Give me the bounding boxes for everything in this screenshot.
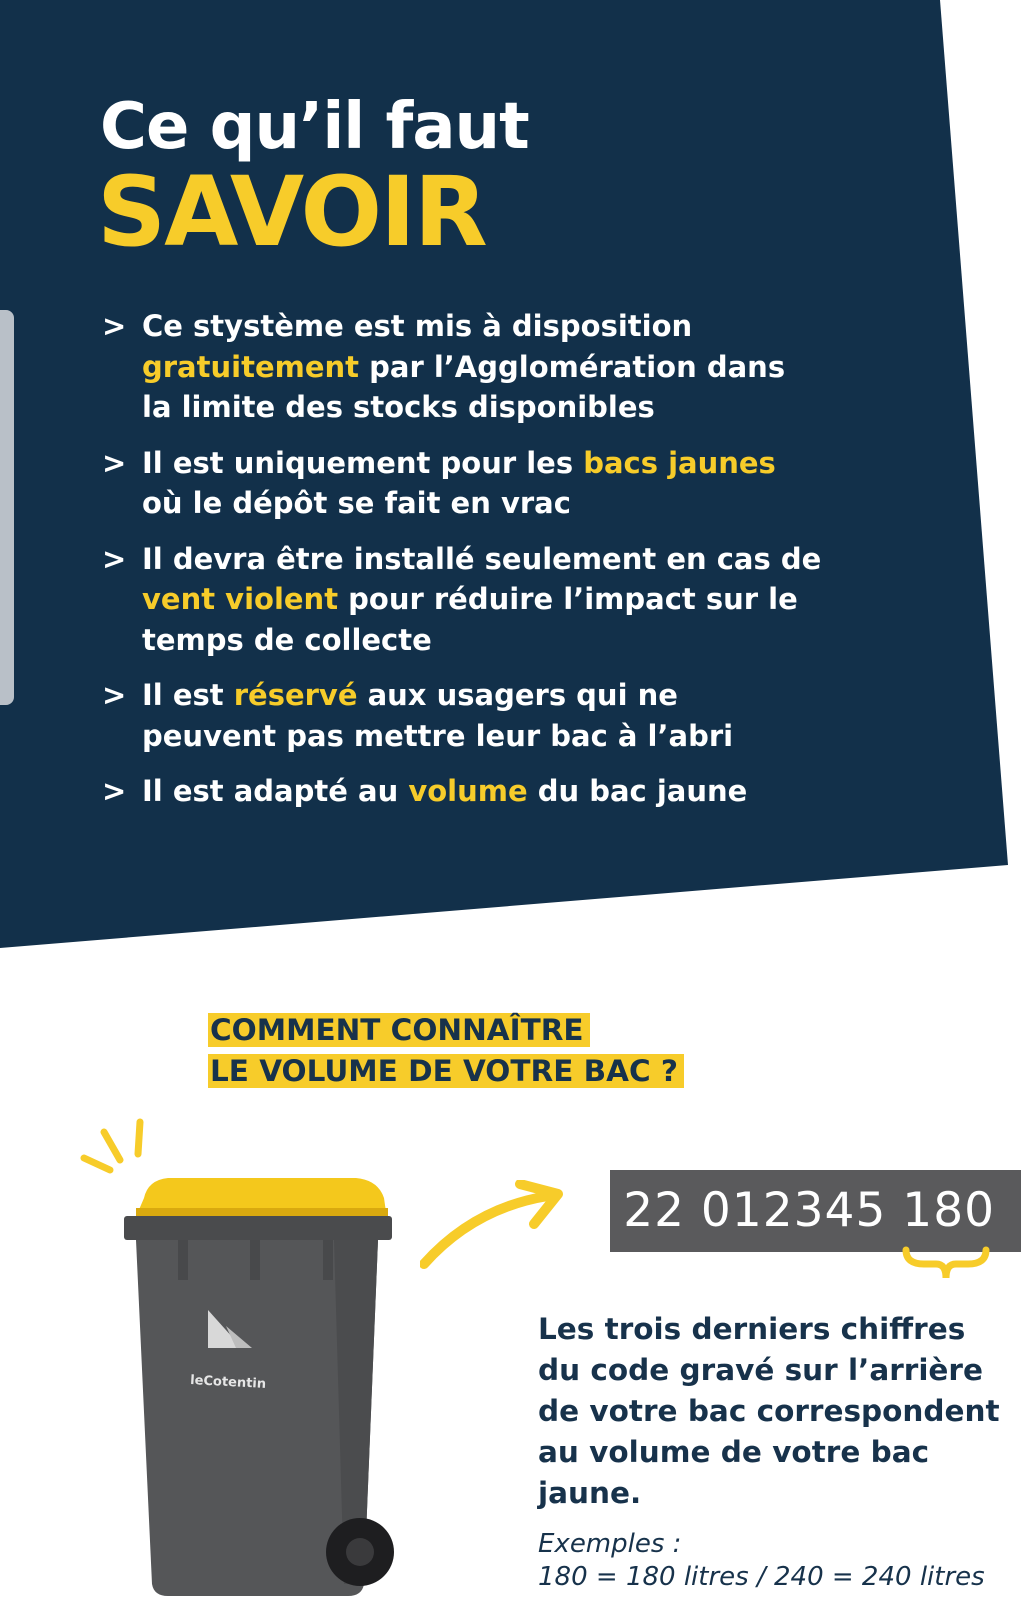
- how-title-line-2: LE VOLUME DE VOTRE BAC ?: [208, 1054, 684, 1088]
- examples-label: Exemples :: [538, 1529, 682, 1559]
- examples-value: 180 = 180 litres / 240 = 240 litres: [538, 1562, 985, 1592]
- bullet-highlight: réservé: [233, 678, 358, 712]
- bullet-text: pour réduire l’impact sur le temps de collecte: [142, 582, 798, 657]
- bullet-item: [102, 443, 822, 524]
- bullet-text: Il est: [142, 678, 234, 712]
- side-scroll-tab: [0, 310, 14, 705]
- curved-arrow-icon: [420, 1180, 570, 1270]
- bin-code-display: 22 012345 180: [610, 1170, 1021, 1252]
- how-title-line-1: COMMENT CONNAÎTRE: [208, 1013, 590, 1047]
- bullet-text: aux usagers qui ne peuvent pas mettre leur bac à l’abri: [142, 678, 734, 753]
- title-line-2: SAVOIR: [97, 156, 486, 268]
- bullet-highlight: bacs jaunes: [583, 445, 776, 480]
- bullet-text: Il est adapté au: [142, 774, 409, 808]
- chevron-right-icon: >: [102, 678, 127, 712]
- chevron-right-icon: >: [102, 774, 127, 808]
- bullet-highlight: volume: [408, 774, 528, 808]
- brace-icon: [902, 1246, 992, 1286]
- bullet-text: par l’Agglomération dans la limite des stocks disponibles: [142, 349, 786, 424]
- bullet-highlight: gratuitement: [142, 349, 360, 384]
- bullet-text: du bac jaune: [527, 774, 748, 808]
- title-line-1: Ce qu’il faut: [100, 90, 529, 164]
- bullet-item: [102, 539, 822, 661]
- how-to-know-volume-title: [208, 1010, 684, 1091]
- bullet-text: Il devra être installé seulement en cas de: [142, 541, 822, 576]
- bullet-text: Ce stystème est mis à disposition: [142, 309, 693, 343]
- bullet-item: [102, 306, 822, 428]
- bullet-text: Il est uniquement pour les: [142, 445, 584, 480]
- volume-explanation: Les trois derniers chiffres du code gravé sur l’arrière de votre bac correspondent au volume de votre bac jaune.: [538, 1312, 1000, 1510]
- bin-brand-text: leCotentin: [189, 1373, 267, 1392]
- bullet-item: [102, 675, 822, 756]
- yellow-lid-bin-image: [108, 1176, 398, 1600]
- chevron-right-icon: >: [102, 541, 127, 576]
- info-bullet-list: [102, 306, 822, 827]
- chevron-right-icon: >: [102, 445, 127, 480]
- bullet-item: [102, 771, 822, 812]
- chevron-right-icon: >: [102, 309, 127, 343]
- bullet-text: où le dépôt se fait en vrac: [142, 486, 571, 520]
- bullet-highlight: vent violent: [142, 582, 339, 616]
